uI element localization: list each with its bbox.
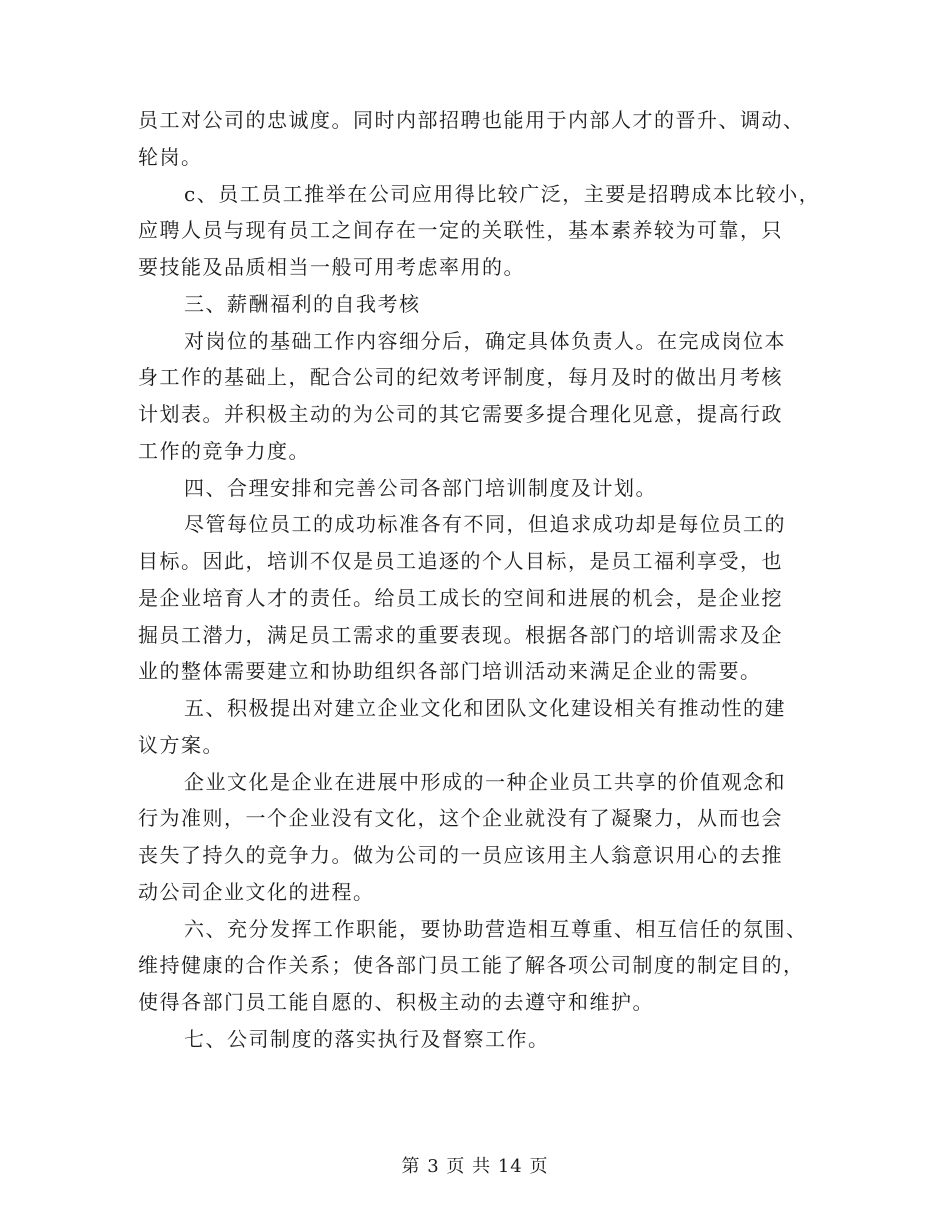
text-line: 工作的竞争力度。 <box>138 438 310 463</box>
text-line: 要技能及品质相当一般可用考虑率用的。 <box>138 255 525 279</box>
text-line: 四、合理安排和完善公司各部门培训制度及计划。 <box>184 475 657 500</box>
text-line: 三、薪酬福利的自我考核 <box>184 291 421 316</box>
text-line: 议方案。 <box>138 732 224 757</box>
text-line: c、员工员工推举在公司应用得比较广泛，主要是招聘成本比较小， <box>184 181 821 206</box>
text-line: 业的整体需要建立和协助组织各部门培训活动来满足企业的需要。 <box>138 659 762 684</box>
text-line: 员工对公司的忠诚度。同时内部招聘也能用于内部人才的晋升、调动、 <box>138 108 805 132</box>
text-line: 丧失了持久的竞争力。做为公司的一员应该用主人翁意识用心的去推 <box>138 843 783 867</box>
text-line: 七、公司制度的落实执行及督察工作。 <box>184 1026 550 1051</box>
text-line: 行为准则，一个企业没有文化，这个企业就没有了凝聚力，从而也会 <box>138 806 783 831</box>
text-line: 尽管每位员工的成功标准各有不同，但追求成功却是每位员工的 <box>184 512 786 537</box>
text-line: 掘员工潜力，满足员工需求的重要表现。根据各部门的培训需求及企 <box>138 622 783 647</box>
text-line: 使得各部门员工能自愿的、积极主动的去遵守和维护。 <box>138 990 654 1014</box>
text-line: 应聘人员与现有员工之间存在一定的关联性，基本素养较为可靠，只 <box>138 218 783 243</box>
document-body <box>138 102 838 1058</box>
text-line: 五、积极提出对建立企业文化和团队文化建设相关有推动性的建 <box>184 696 786 720</box>
text-line: 企业文化是企业在进展中形成的一种企业员工共享的价值观念和 <box>184 769 786 794</box>
text-line: 身工作的基础上，配合公司的纪效考评制度，每月及时的做出月考核 <box>138 365 783 390</box>
text-line: 计划表。并积极主动的为公司的其它需要多提合理化见意，提高行政 <box>138 402 783 426</box>
page-footer <box>0 1152 950 1178</box>
text-line: 轮岗。 <box>138 144 203 169</box>
text-line: 六、充分发挥工作职能，要协助营造相互尊重、相互信任的氛围、 <box>184 916 808 941</box>
text-line: 动公司企业文化的进程。 <box>138 879 375 904</box>
page-number-label: 第 3 页 共 14 页 <box>401 1156 549 1177</box>
text-line: 目标。因此，培训不仅是员工追逐的个人目标，是员工福利享受，也 <box>138 549 783 573</box>
text-line: 维持健康的合作关系；使各部门员工能了解各项公司制度的制定目的， <box>138 953 805 978</box>
text-line: 对岗位的基础工作内容细分后，确定具体负责人。在完成岗位本 <box>184 328 786 353</box>
text-line: 是企业培育人才的责任。给员工成长的空间和进展的机会，是企业挖 <box>138 585 783 610</box>
